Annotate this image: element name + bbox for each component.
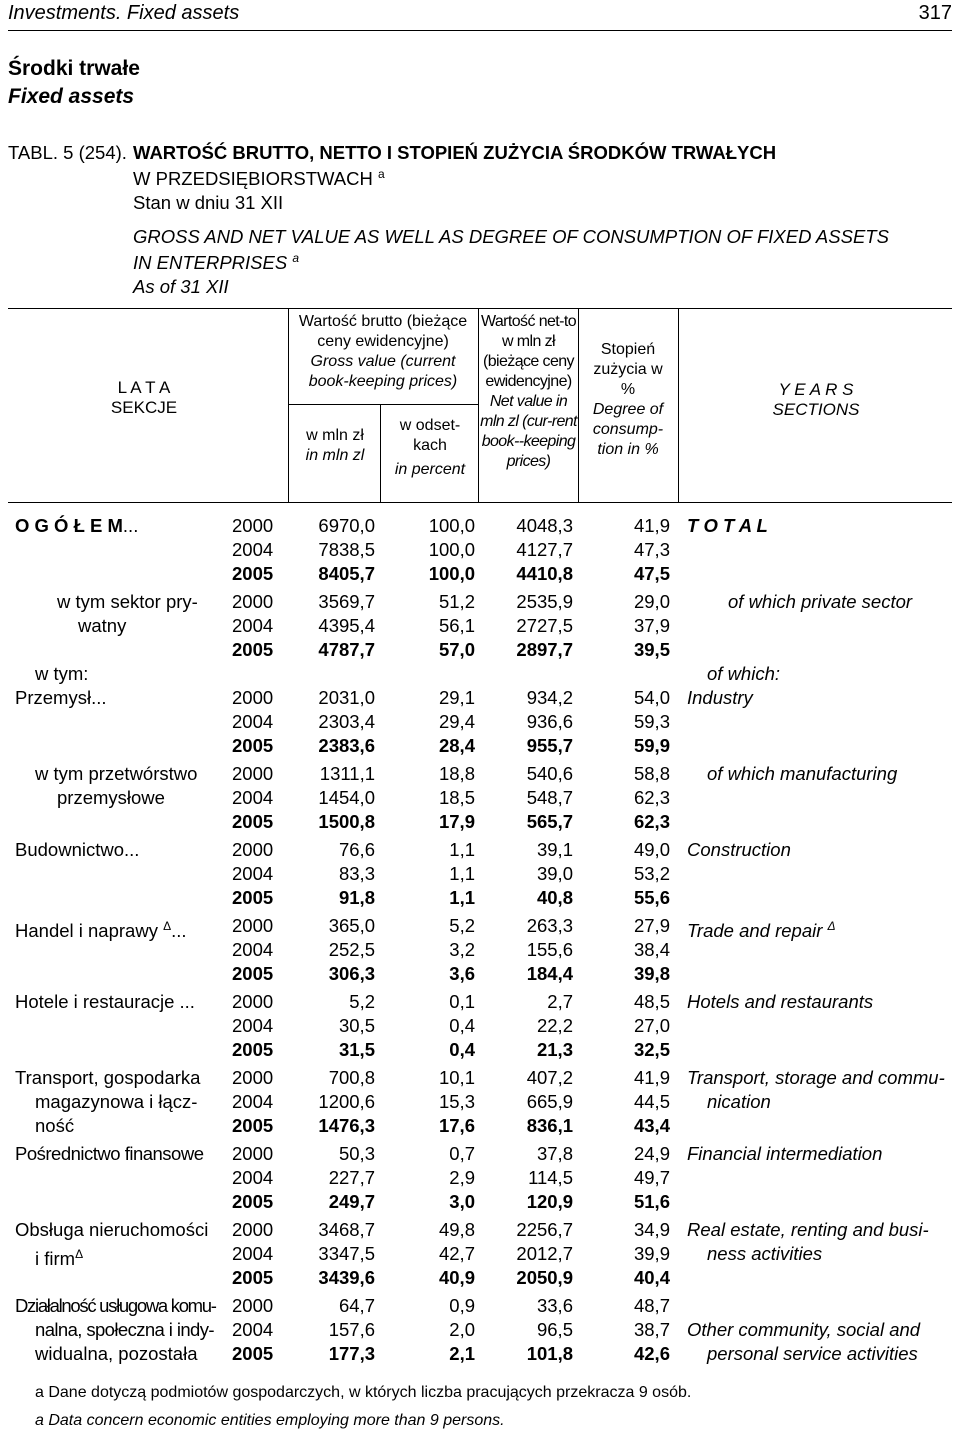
cell-gross-mln: 3439,6 xyxy=(318,1267,375,1288)
cell-gross-pct: 2,9 xyxy=(449,1167,475,1188)
cell-degree: 48,7 xyxy=(633,1295,670,1316)
cell-degree: 48,5 xyxy=(633,991,670,1012)
cell-gross-pct: 100,0 xyxy=(428,563,475,584)
cell-net-mln: 934,2 xyxy=(526,687,573,708)
cell-year: 2000 xyxy=(232,1219,274,1240)
cell-gross-mln: 4395,4 xyxy=(318,615,375,636)
footnote-en: a Data concern economic entities employing more than 9 persons. xyxy=(35,1412,505,1429)
cell-gross-pct: 15,3 xyxy=(438,1091,475,1112)
cell-gross-pct: 10,1 xyxy=(438,1067,475,1088)
table-row xyxy=(0,1014,960,1038)
header-years-pl: L A T A xyxy=(117,378,171,397)
table-row xyxy=(0,1166,960,1190)
table-row xyxy=(0,862,960,886)
page-number: 317 xyxy=(918,2,952,24)
label-private-pl-2: watny xyxy=(78,615,127,636)
cell-year: 2005 xyxy=(232,1115,274,1136)
cell-year: 2004 xyxy=(232,863,274,884)
label-industry-pl: Przemysł... xyxy=(15,687,107,708)
cell-gross-mln: 83,3 xyxy=(338,863,375,884)
cell-year: 2004 xyxy=(232,1167,274,1188)
cell-gross-pct: 3,0 xyxy=(449,1191,475,1212)
cell-gross-pct: 49,8 xyxy=(438,1219,475,1240)
cell-degree: 47,5 xyxy=(633,563,670,584)
label-other-pl-2: nalna, społeczna i indy- xyxy=(35,1319,214,1340)
table-row xyxy=(0,886,960,910)
table-row xyxy=(0,538,960,562)
label-other-en-2: personal service activities xyxy=(707,1343,918,1364)
table-title-pl-2 xyxy=(133,167,385,190)
label-wtym-pl: w tym: xyxy=(35,663,89,684)
cell-gross-pct: 1,1 xyxy=(449,839,475,860)
table-title-en-3: As of 31 XII xyxy=(133,276,229,297)
header-sections-pl: SEKCJE xyxy=(110,398,178,417)
label-other-en-1: Other community, social and xyxy=(687,1319,921,1340)
table-header-top-rule xyxy=(8,308,952,309)
cell-net-mln: 21,3 xyxy=(536,1039,573,1060)
cell-gross-mln: 365,0 xyxy=(328,915,375,936)
header-net-value xyxy=(480,312,577,472)
table-number: TABL. 5 (254). xyxy=(8,142,127,163)
label-manuf-pl-1: w tym przetwórstwo xyxy=(35,763,198,784)
cell-net-mln: 565,7 xyxy=(526,811,573,832)
cell-net-mln: 263,3 xyxy=(526,915,573,936)
label-hotels-pl: Hotele i restauracje ... xyxy=(15,991,195,1012)
label-other-pl-3: widualna, pozostała xyxy=(35,1343,198,1364)
cell-year: 2005 xyxy=(232,811,274,832)
cell-year: 2004 xyxy=(232,939,274,960)
header-years-sections-pl xyxy=(0,378,288,418)
cell-net-mln: 2012,7 xyxy=(516,1243,573,1264)
header-sections-en: SECTIONS xyxy=(772,400,860,419)
label-total-en: T O T A L xyxy=(687,515,768,536)
header-gross-en: Gross value (current book-keeping prices) xyxy=(308,353,458,390)
table-row xyxy=(0,514,960,538)
cell-gross-pct: 5,2 xyxy=(449,915,475,936)
cell-gross-pct: 42,7 xyxy=(438,1243,475,1264)
cell-degree: 27,9 xyxy=(633,915,670,936)
cell-net-mln: 33,6 xyxy=(536,1295,573,1316)
cell-year: 2005 xyxy=(232,963,274,984)
cell-degree: 49,0 xyxy=(633,839,670,860)
cell-gross-mln: 8405,7 xyxy=(318,563,375,584)
table-title-pl-3: Stan w dniu 31 XII xyxy=(133,192,284,213)
cell-gross-pct: 56,1 xyxy=(438,615,475,636)
cell-gross-mln: 7838,5 xyxy=(318,539,375,560)
label-transport-pl-1: Transport, gospodarka xyxy=(15,1067,201,1088)
cell-gross-pct: 28,4 xyxy=(438,735,475,756)
cell-year: 2005 xyxy=(232,1191,274,1212)
header-years-en: Y E A R S xyxy=(778,380,854,399)
cell-net-mln: 4410,8 xyxy=(516,563,573,584)
cell-year: 2004 xyxy=(232,1243,274,1264)
table-title-en-1: GROSS AND NET VALUE AS WELL AS DEGREE OF CONSUMPTION OF FIXED ASSETS xyxy=(133,226,889,247)
label-industry-en: Industry xyxy=(687,687,753,708)
header-subrule xyxy=(288,404,478,405)
label-trade-pl: Handel i naprawy $^\Delta$... xyxy=(15,919,187,942)
cell-gross-mln: 306,3 xyxy=(328,963,375,984)
header-gross-value xyxy=(292,312,474,392)
label-private-pl-1: w tym sektor pry- xyxy=(57,591,198,612)
header-degree-pl: Stopień zużycia w % xyxy=(593,341,663,398)
cell-net-mln: 540,6 xyxy=(526,763,573,784)
header-net-en: Net value in mln zl (cur-rent book--keeping prices) xyxy=(480,393,577,470)
cell-gross-pct: 2,1 xyxy=(449,1343,475,1364)
footnote-mark: a xyxy=(377,167,385,181)
cell-net-mln: 2897,7 xyxy=(516,639,573,660)
cell-year: 2000 xyxy=(232,515,274,536)
cell-net-mln: 548,7 xyxy=(526,787,573,808)
table-row xyxy=(0,962,960,986)
cell-gross-pct: 0,1 xyxy=(449,991,475,1012)
cell-degree: 47,3 xyxy=(633,539,670,560)
cell-year: 2000 xyxy=(232,991,274,1012)
header-gross-mln xyxy=(292,426,378,466)
cell-gross-mln: 227,7 xyxy=(328,1167,375,1188)
cell-gross-pct: 57,0 xyxy=(438,639,475,660)
cell-year: 2000 xyxy=(232,1067,274,1088)
cell-gross-mln: 1476,3 xyxy=(318,1115,375,1136)
cell-net-mln: 101,8 xyxy=(526,1343,573,1364)
cell-gross-pct: 0,4 xyxy=(449,1039,475,1060)
label-realestate-en-1: Real estate, renting and busi- xyxy=(687,1219,929,1240)
table-title-pl-2-text: W PRZEDSIĘBIORSTWACH xyxy=(133,168,373,190)
table-title-en-2 xyxy=(133,251,299,274)
cell-degree: 55,6 xyxy=(633,887,670,908)
cell-degree: 59,3 xyxy=(633,711,670,732)
cell-degree: 37,9 xyxy=(633,615,670,636)
cell-gross-mln: 5,2 xyxy=(349,991,375,1012)
cell-net-mln: 665,9 xyxy=(526,1091,573,1112)
cell-net-mln: 4127,7 xyxy=(516,539,573,560)
table-row xyxy=(0,562,960,586)
header-gross-pct-en: in percent xyxy=(394,461,466,478)
cell-degree: 54,0 xyxy=(633,687,670,708)
label-realestate-pl-1: Obsługa nieruchomości xyxy=(15,1219,209,1240)
cell-gross-pct: 40,9 xyxy=(438,1267,475,1288)
cell-year: 2005 xyxy=(232,887,274,908)
label-construction-en: Construction xyxy=(687,839,791,860)
cell-year: 2005 xyxy=(232,1343,274,1364)
label-private-en: of which private sector xyxy=(728,591,913,612)
cell-year: 2000 xyxy=(232,763,274,784)
cell-gross-pct: 17,9 xyxy=(438,811,475,832)
table-header-bottom-rule xyxy=(8,502,952,503)
cell-year: 2000 xyxy=(232,839,274,860)
header-rule xyxy=(8,30,952,31)
cell-gross-mln: 6970,0 xyxy=(318,515,375,536)
cell-year: 2005 xyxy=(232,1039,274,1060)
cell-degree: 40,4 xyxy=(633,1267,670,1288)
label-manuf-pl-2: przemysłowe xyxy=(57,787,165,808)
header-gross-pct-pl: w odset-kach xyxy=(399,417,461,454)
cell-net-mln: 2535,9 xyxy=(516,591,573,612)
cell-degree: 41,9 xyxy=(633,1067,670,1088)
cell-gross-pct: 0,9 xyxy=(449,1295,475,1316)
cell-degree: 27,0 xyxy=(633,1015,670,1036)
cell-year: 2000 xyxy=(232,1295,274,1316)
cell-gross-mln: 50,3 xyxy=(338,1143,375,1164)
cell-gross-mln: 157,6 xyxy=(328,1319,375,1340)
label-total-pl: O G Ó Ł E M... xyxy=(15,515,139,536)
cell-degree: 32,5 xyxy=(633,1039,670,1060)
cell-year: 2005 xyxy=(232,1267,274,1288)
cell-degree: 51,6 xyxy=(633,1191,670,1212)
cell-degree: 53,2 xyxy=(633,863,670,884)
cell-gross-pct: 3,6 xyxy=(449,963,475,984)
header-gross-mln-pl: w mln zł xyxy=(306,427,364,444)
cell-gross-mln: 76,6 xyxy=(338,839,375,860)
label-financial-en: Financial intermediation xyxy=(687,1143,883,1164)
cell-year: 2000 xyxy=(232,591,274,612)
cell-gross-pct: 3,2 xyxy=(449,939,475,960)
cell-gross-pct: 51,2 xyxy=(438,591,475,612)
header-net-pl: Wartość net-to w mln zł (bieżące ceny ewidencyjne) xyxy=(480,313,577,390)
table-title-en-2-text: IN ENTERPRISES xyxy=(133,252,288,274)
cell-gross-pct: 18,5 xyxy=(438,787,475,808)
cell-degree: 42,6 xyxy=(633,1343,670,1364)
label-transport-en-2: nication xyxy=(707,1091,771,1112)
cell-degree: 39,5 xyxy=(633,639,670,660)
cell-degree: 39,8 xyxy=(633,963,670,984)
cell-net-mln: 2,7 xyxy=(547,991,573,1012)
cell-gross-mln: 700,8 xyxy=(328,1067,375,1088)
cell-year: 2004 xyxy=(232,711,274,732)
label-financial-pl: Pośrednictwo finansowe xyxy=(15,1143,204,1164)
table-row xyxy=(0,710,960,734)
cell-gross-pct: 0,4 xyxy=(449,1015,475,1036)
footnote-pl: a Dane dotyczą podmiotów gospodarczych, w których liczba pracujących przekracza 9 osób. xyxy=(35,1384,692,1401)
cell-degree: 58,8 xyxy=(633,763,670,784)
cell-gross-mln: 3468,7 xyxy=(318,1219,375,1240)
cell-gross-mln: 1454,0 xyxy=(318,787,375,808)
cell-year: 2004 xyxy=(232,1319,274,1340)
cell-net-mln: 2727,5 xyxy=(516,615,573,636)
cell-year: 2004 xyxy=(232,539,274,560)
cell-net-mln: 37,8 xyxy=(536,1143,573,1164)
header-divider xyxy=(478,308,479,502)
cell-gross-mln: 31,5 xyxy=(338,1039,375,1060)
cell-net-mln: 407,2 xyxy=(526,1067,573,1088)
cell-year: 2005 xyxy=(232,735,274,756)
table-row xyxy=(0,1266,960,1290)
cell-gross-mln: 3347,5 xyxy=(318,1243,375,1264)
label-trade-en: Trade and repair $^\Delta$ xyxy=(687,919,836,942)
cell-year: 2000 xyxy=(232,687,274,708)
cell-gross-pct: 100,0 xyxy=(428,539,475,560)
cell-net-mln: 40,8 xyxy=(536,887,573,908)
cell-year: 2000 xyxy=(232,915,274,936)
cell-degree: 39,9 xyxy=(633,1243,670,1264)
header-degree xyxy=(586,340,670,460)
cell-gross-mln: 3569,7 xyxy=(318,591,375,612)
cell-net-mln: 2256,7 xyxy=(516,1219,573,1240)
header-divider xyxy=(380,404,381,502)
cell-degree: 44,5 xyxy=(633,1091,670,1112)
cell-gross-mln: 30,5 xyxy=(338,1015,375,1036)
cell-gross-mln: 2383,6 xyxy=(318,735,375,756)
section-title-en: Fixed assets xyxy=(8,85,135,108)
table-row xyxy=(0,1114,960,1138)
cell-gross-mln: 64,7 xyxy=(338,1295,375,1316)
cell-gross-mln: 177,3 xyxy=(328,1343,375,1364)
header-gross-pl: Wartość brutto (bieżące ceny ewidencyjne) xyxy=(298,313,468,350)
cell-net-mln: 936,6 xyxy=(526,711,573,732)
cell-gross-pct: 0,7 xyxy=(449,1143,475,1164)
table-title-pl-1: WARTOŚĆ BRUTTO, NETTO I STOPIEŃ ZUŻYCIA ŚRODKÓW TRWAŁYCH xyxy=(133,142,777,163)
table-row xyxy=(0,614,960,638)
cell-gross-mln: 249,7 xyxy=(328,1191,375,1212)
running-header-title: Investments. Fixed assets xyxy=(8,2,240,24)
cell-degree: 49,7 xyxy=(633,1167,670,1188)
cell-net-mln: 155,6 xyxy=(526,939,573,960)
cell-degree: 38,7 xyxy=(633,1319,670,1340)
cell-gross-mln: 1311,1 xyxy=(319,763,375,784)
cell-net-mln: 2050,9 xyxy=(516,1267,573,1288)
table-row xyxy=(0,1190,960,1214)
cell-gross-mln: 252,5 xyxy=(328,939,375,960)
cell-degree: 34,9 xyxy=(633,1219,670,1240)
cell-gross-mln: 2031,0 xyxy=(318,687,375,708)
cell-degree: 43,4 xyxy=(633,1115,670,1136)
cell-year: 2004 xyxy=(232,787,274,808)
cell-gross-pct: 1,1 xyxy=(449,863,475,884)
cell-degree: 62,3 xyxy=(633,811,670,832)
label-construction-pl: Budownictwo... xyxy=(15,839,140,860)
cell-net-mln: 120,9 xyxy=(526,1191,573,1212)
section-title-pl: Środki trwałe xyxy=(8,57,140,80)
footnote-mark: a xyxy=(292,251,300,265)
label-other-pl-1: Działalność usługowa komu- xyxy=(15,1295,216,1316)
cell-net-mln: 39,0 xyxy=(536,863,573,884)
label-hotels-en: Hotels and restaurants xyxy=(687,991,874,1012)
cell-gross-pct: 1,1 xyxy=(449,887,475,908)
cell-net-mln: 39,1 xyxy=(536,839,573,860)
cell-year: 2000 xyxy=(232,1143,274,1164)
table-row xyxy=(0,1038,960,1062)
cell-net-mln: 22,2 xyxy=(536,1015,573,1036)
cell-degree: 38,4 xyxy=(633,939,670,960)
cell-net-mln: 4048,3 xyxy=(516,515,573,536)
header-degree-en: Degree of consump-tion in % xyxy=(592,401,664,458)
header-gross-mln-en: in mln zl xyxy=(305,447,365,464)
cell-year: 2004 xyxy=(232,1015,274,1036)
cell-gross-mln: 2303,4 xyxy=(318,711,375,732)
cell-gross-pct: 17,6 xyxy=(438,1115,475,1136)
cell-degree: 41,9 xyxy=(633,515,670,536)
cell-gross-pct: 29,4 xyxy=(438,711,475,732)
label-transport-pl-2: magazynowa i łącz- xyxy=(35,1091,198,1112)
cell-degree: 29,0 xyxy=(633,591,670,612)
label-wtym-en: of which: xyxy=(707,663,781,684)
cell-net-mln: 836,1 xyxy=(526,1115,573,1136)
table-row xyxy=(0,838,960,862)
table-row xyxy=(0,686,960,710)
cell-net-mln: 184,4 xyxy=(526,963,573,984)
table-row xyxy=(0,638,960,662)
label-transport-pl-3: ność xyxy=(35,1115,75,1136)
header-gross-pct xyxy=(398,416,462,456)
cell-net-mln: 96,5 xyxy=(536,1319,573,1340)
cell-year: 2004 xyxy=(232,1091,274,1112)
cell-year: 2005 xyxy=(232,563,274,584)
cell-gross-pct: 29,1 xyxy=(438,687,475,708)
cell-gross-mln: 91,8 xyxy=(338,887,375,908)
cell-gross-pct: 100,0 xyxy=(428,515,475,536)
cell-gross-mln: 1200,6 xyxy=(318,1091,375,1112)
header-divider xyxy=(578,308,579,502)
cell-degree: 59,9 xyxy=(633,735,670,756)
label-transport-en-1: Transport, storage and commu- xyxy=(687,1067,945,1088)
header-divider xyxy=(288,308,289,502)
cell-net-mln: 955,7 xyxy=(526,735,573,756)
cell-degree: 62,3 xyxy=(633,787,670,808)
table-row xyxy=(0,734,960,758)
header-divider xyxy=(678,308,679,502)
cell-net-mln: 114,5 xyxy=(528,1167,573,1188)
cell-gross-mln: 1500,8 xyxy=(318,811,375,832)
cell-degree: 24,9 xyxy=(633,1143,670,1164)
label-manuf-en: of which manufacturing xyxy=(707,763,898,784)
header-years-sections-en xyxy=(680,380,952,420)
label-realestate-pl-2: i firm$^\Delta$ xyxy=(35,1247,84,1270)
cell-year: 2004 xyxy=(232,615,274,636)
label-realestate-en-2: ness activities xyxy=(707,1243,823,1264)
cell-gross-pct: 2,0 xyxy=(449,1319,475,1340)
table-row xyxy=(0,810,960,834)
cell-gross-pct: 18,8 xyxy=(438,763,475,784)
cell-year: 2005 xyxy=(232,639,274,660)
cell-gross-mln: 4787,7 xyxy=(318,639,375,660)
